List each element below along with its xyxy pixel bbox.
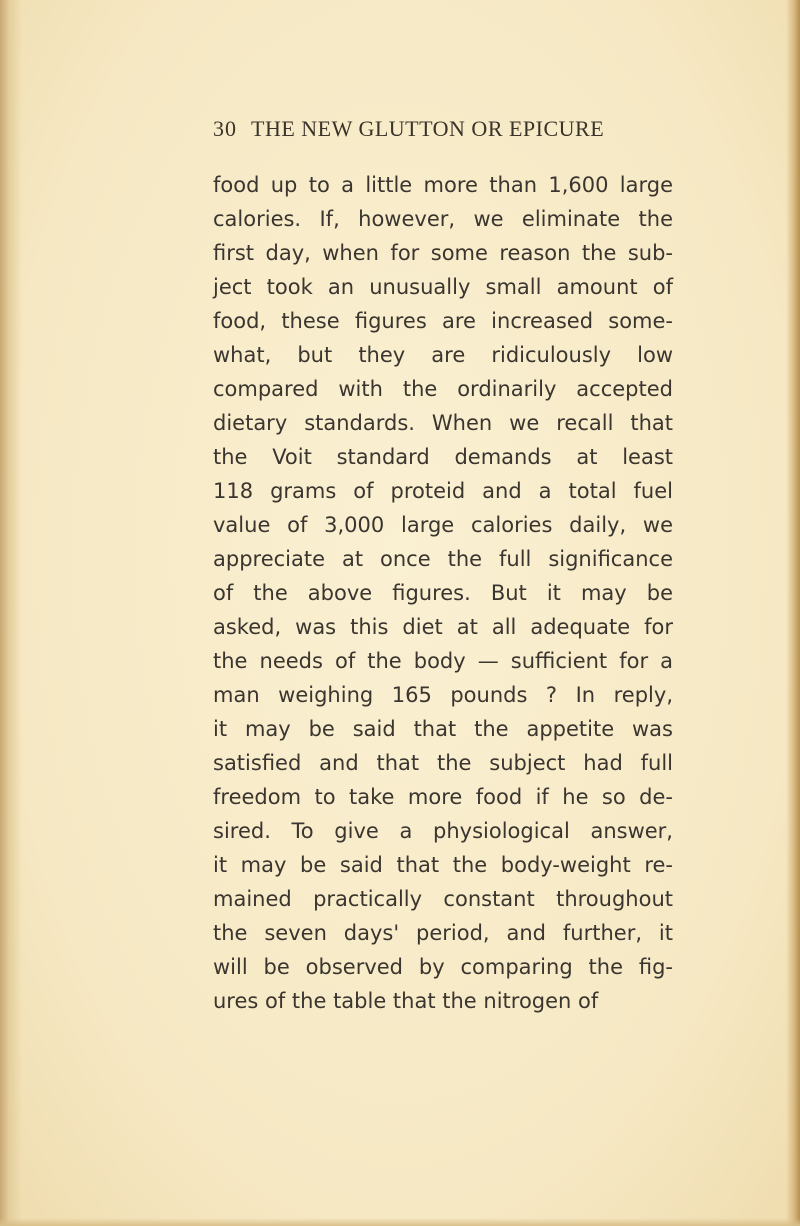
text-line: of the above figures. But it may be <box>213 581 673 605</box>
text-line: it may be said that the body-weight re- <box>213 853 673 877</box>
text-line: it may be said that the appetite was <box>213 717 673 741</box>
text-line: freedom to take more food if he so de- <box>213 785 673 809</box>
running-title: THE NEW GLUTTON OR EPICURE <box>251 116 605 141</box>
text-line: calories. If, however, we eliminate the <box>213 207 673 231</box>
text-line: will be observed by comparing the fig- <box>213 955 673 979</box>
text-line: ject took an unusually small amount of <box>213 275 673 299</box>
text-line: sired. To give a physiological answer, <box>213 819 673 843</box>
page-gutter-shadow <box>0 0 22 1226</box>
page-bottom-edge <box>0 1218 800 1226</box>
running-head <box>213 116 673 148</box>
page-edge-shadow <box>786 0 800 1226</box>
text-line: asked, was this diet at all adequate for <box>213 615 673 639</box>
body-text <box>213 168 673 1018</box>
text-line: appreciate at once the full significance <box>213 547 673 571</box>
text-line: satisfied and that the subject had full <box>213 751 673 775</box>
text-line: first day, when for some reason the sub- <box>213 241 673 265</box>
page-number: 30 <box>213 116 237 141</box>
text-line: 118 grams of proteid and a total fuel <box>213 479 673 503</box>
text-line: the seven days' period, and further, it <box>213 921 673 945</box>
text-line: food up to a little more than 1,600 large <box>213 173 673 197</box>
text-line: what, but they are ridiculously low <box>213 343 673 367</box>
text-line: the needs of the body — sufficient for a <box>213 649 673 673</box>
text-line: value of 3,000 large calories daily, we <box>213 513 673 537</box>
text-line: man weighing 165 pounds ? In reply, <box>213 683 673 707</box>
text-line: the Voit standard demands at least <box>213 445 673 469</box>
text-line: food, these figures are increased some- <box>213 309 673 333</box>
text-line: dietary standards. When we recall that <box>213 411 673 435</box>
text-line: compared with the ordinarily accepted <box>213 377 673 401</box>
text-line: mained practically constant throughout <box>213 887 673 911</box>
text-line: ures of the table that the nitrogen of <box>213 989 599 1013</box>
